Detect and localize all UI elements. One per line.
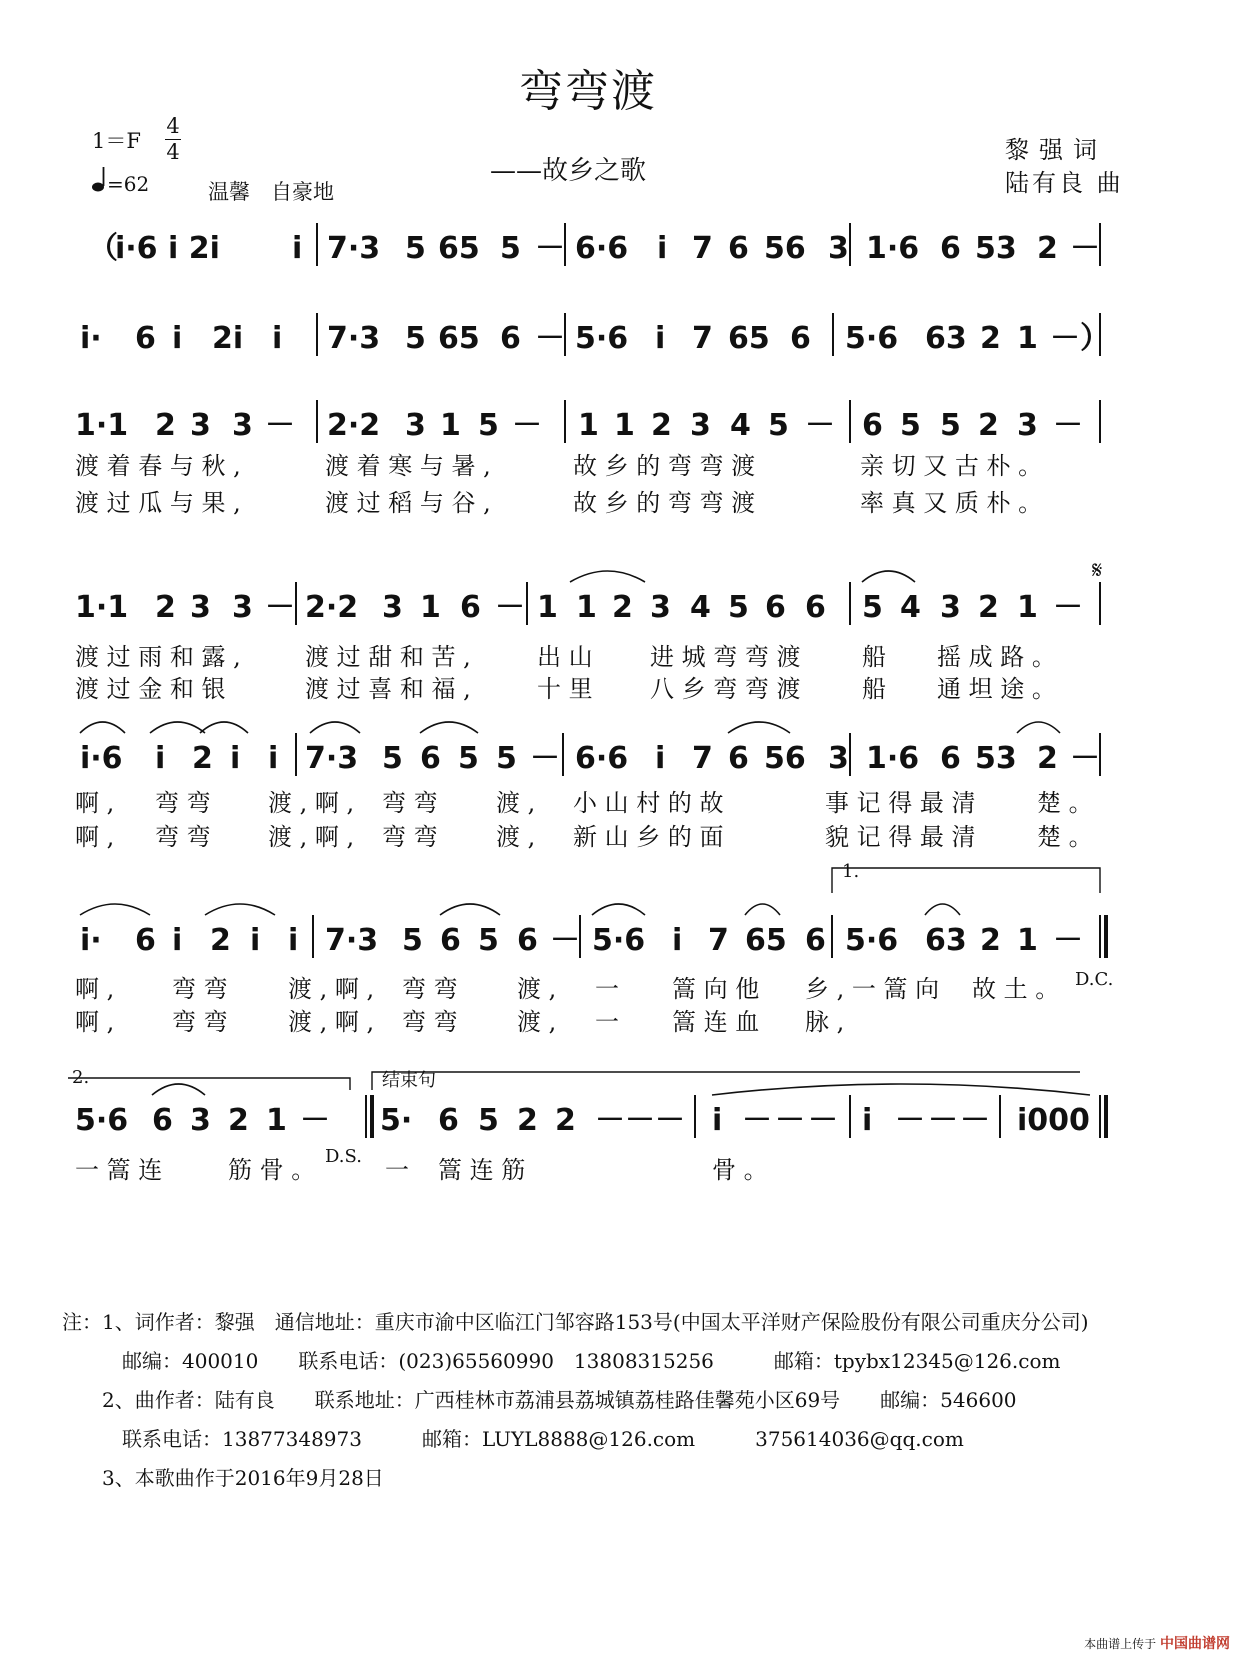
note-0-19: － [1070,231,1100,266]
notes-line-3: 2、曲作者：陆有良 联系地址：广西桂林市荔浦县荔城镇荔桂路佳馨苑小区69号 邮编：546600 [62,1388,1017,1412]
lyric-3-2: 十 里 [537,675,593,703]
time-signature-top: 4 [166,114,180,138]
note-2-6: 3 [405,408,426,443]
coda-bracket [372,1072,1080,1090]
coda-label: 结束句 [382,1070,436,1091]
note-5-8: 6 [440,923,461,958]
lyric-0-2: 故 乡 的 弯 弯 渡 [573,452,756,480]
note-0-9: 6·6 [575,231,629,266]
note-6-7: 6 [438,1103,459,1138]
lyric-4-3: 弯 弯 [382,789,438,817]
lyric-7-4: 渡 , [517,1008,557,1036]
lyric-8-3: 篙 连 筋 [438,1156,526,1184]
note-1-14: 6 [790,321,811,356]
note-2-16: － [805,408,835,443]
note-6-2: 3 [190,1103,211,1138]
lyric-1-0: 渡 过 瓜 与 果 , [75,489,241,517]
note-5-14: 7 [708,923,729,958]
note-0-8: － [535,231,565,266]
note-4-7: 6 [420,741,441,776]
note-6-13: － [655,1103,685,1138]
note-0-15: 1·6 [866,231,920,266]
note-5-20: 1 [1017,923,1038,958]
lyric-3-0: 渡 过 金 和 银 [75,675,226,703]
lyric-2-5: 摇 成 路 。 [937,643,1056,671]
lyric-2-0: 渡 过 雨 和 露 , [75,643,241,671]
note-2-21: 3 [1017,408,1038,443]
note-3-0: 1·1 [75,590,129,625]
lyric-2-2: 出 山 [537,643,593,671]
note-0-5: 5 [405,231,426,266]
note-1-3: 2i [212,321,244,356]
lyric-6-0: 啊 , [75,975,115,1003]
note-3-7: 1 [420,590,441,625]
note-3-14: 4 [690,590,711,625]
note-6-15: － [742,1103,772,1138]
note-3-3: 3 [232,590,253,625]
tie-slur [150,722,205,733]
lyric-7-1: 弯 弯 [172,1008,228,1036]
note-5-3: 2 [210,923,231,958]
lyric-4-2: 渡 , 啊 , [268,789,355,817]
note-4-17: 1·6 [866,741,920,776]
note-3-11: 1 [576,590,597,625]
note-2-0: 1·1 [75,408,129,443]
note-6-11: － [595,1103,625,1138]
lyric-5-2: 渡 , 啊 , [268,823,355,851]
ds-marking: D.S. [325,1146,362,1167]
note-6-22: i000 [1017,1103,1090,1138]
note-4-3: i [230,741,241,776]
note-6-9: 2 [517,1103,538,1138]
note-2-10: 1 [578,408,599,443]
note-3-15: 5 [728,590,749,625]
note-3-16: 6 [765,590,786,625]
lyric-5-3: 弯 弯 [382,823,438,851]
note-1-9: － [535,321,565,356]
note-3-1: 2 [155,590,176,625]
note-4-14: 6 [728,741,749,776]
note-5-1: 6 [135,923,156,958]
note-5-11: － [550,923,580,958]
note-1-7: 65 [438,321,480,356]
tie-slur [420,722,478,733]
lyric-5-0: 啊 , [75,823,115,851]
notes-line-2: 邮编：400010 联系电话：(023)65560990 13808315256 邮箱：tpybx12345@126.com [62,1349,1061,1373]
lyric-6-1: 弯 弯 [172,975,228,1003]
note-3-8: 6 [460,590,481,625]
lyric-5-6: 貌 记 得 最 清 [825,823,976,851]
song-subtitle: ——故乡之歌 [490,156,647,186]
lyric-8-4: 骨 。 [712,1156,768,1184]
note-2-17: 6 [862,408,883,443]
lyric-1-2: 故 乡 的 弯 弯 渡 [573,489,756,517]
lyric-7-2: 渡 , 啊 , [288,1008,375,1036]
lyric-4-7: 楚 。 [1037,789,1093,817]
dc-marking: D.C. [1075,969,1114,990]
note-1-10: 5·6 [575,321,629,356]
lyric-6-6: 篙 向 他 [672,975,760,1003]
first-ending-bracket [832,868,1100,893]
tie-slur [205,904,275,915]
note-5-18: 63 [925,923,967,958]
note-0-16: 6 [940,231,961,266]
lyric-8-1: 筋 骨 。 [228,1156,316,1184]
lyric-2-1: 渡 过 甜 和 苦 , [305,643,471,671]
note-6-6: 5· [380,1103,413,1138]
note-4-12: i [655,741,666,776]
note-2-15: 5 [768,408,789,443]
note-6-14: i [712,1103,723,1138]
composer-credit: 陆有良 曲 [1005,169,1124,197]
note-0-4: 7·3 [327,231,381,266]
notes-line-4: 联系电话：13877348973 邮箱：LUYL8888@126.com 375614036@qq.com [62,1427,964,1451]
note-0-12: 6 [728,231,749,266]
tie-slur [440,904,500,915]
lyric-3-3: 八 乡 弯 弯 渡 [650,675,801,703]
note-1-16: 63 [925,321,967,356]
note-3-19: 4 [900,590,921,625]
note-4-15: 56 [764,741,806,776]
note-3-18: 5 [862,590,883,625]
lyric-0-1: 渡 着 寒 与 暑 , [325,452,491,480]
note-2-19: 5 [940,408,961,443]
note-2-12: 2 [651,408,672,443]
lyric-5-7: 楚 。 [1037,823,1093,851]
lyric-3-1: 渡 过 喜 和 福 , [305,675,471,703]
note-3-5: 2·2 [305,590,359,625]
note-4-5: 7·3 [305,741,359,776]
note-4-16: 3 [828,741,849,776]
note-1-8: 6 [500,321,521,356]
note-0-13: 56 [764,231,806,266]
lyric-0-0: 渡 着 春 与 秋 , [75,452,241,480]
note-3-10: 1 [537,590,558,625]
lyric-4-5: 小 山 村 的 故 [573,789,724,817]
lyric-0-3: 亲 切 又 古 朴 。 [860,452,1043,480]
note-6-18: i [862,1103,873,1138]
note-2-4: － [265,408,295,443]
note-1-6: 5 [405,321,426,356]
key-signature: 1＝F [92,129,141,153]
note-3-6: 3 [382,590,403,625]
lyric-2-3: 进 城 弯 弯 渡 [650,643,801,671]
note-1-18: 1 [1017,321,1038,356]
segno-sign: 𝄋 [1092,556,1103,584]
lyric-3-4: 船 [862,675,886,703]
lyric-6-4: 渡 , [517,975,557,1003]
note-0-2: i 2i [168,231,220,266]
first-ending-label: 1. [842,861,860,882]
lyric-4-4: 渡 , [496,789,536,817]
lyric-6-2: 渡 , 啊 , [288,975,375,1003]
note-5-19: 2 [980,923,1001,958]
tie-slur [712,1084,1090,1095]
second-ending-bracket [68,1078,350,1090]
tie-slur [80,722,125,733]
note-5-10: 6 [517,923,538,958]
tie-slur [1017,722,1060,733]
note-5-16: 6 [805,923,826,958]
second-ending-label: 2. [72,1067,90,1088]
note-6-1: 6 [152,1103,173,1138]
tie-slur [925,904,960,915]
note-4-10: － [530,741,560,776]
lyric-7-7: 脉 , [805,1008,845,1036]
site-brand: 中国曲谱网 [1160,1636,1230,1652]
note-4-11: 6·6 [575,741,629,776]
lyric-3-5: 通 坦 途 。 [937,675,1056,703]
note-4-0: i·6 [80,741,123,776]
upload-footer [1084,1633,1230,1653]
time-signature-bottom: 4 [166,140,180,164]
note-1-15: 5·6 [845,321,899,356]
note-2-9: － [512,408,542,443]
note-3-22: 1 [1017,590,1038,625]
note-0-1: i·6 [115,231,158,266]
note-6-5: － [300,1103,330,1138]
note-5-0: i· [80,923,102,958]
note-5-2: i [172,923,183,958]
note-5-21: － [1053,923,1083,958]
lyric-8-0: 一 篙 连 [75,1156,163,1184]
note-5-7: 5 [402,923,423,958]
note-4-1: i [155,741,166,776]
tie-slur [310,722,360,733]
note-1-17: 2 [980,321,1001,356]
note-3-23: － [1053,590,1083,625]
note-4-2: 2 [192,741,213,776]
note-1-13: 65 [728,321,770,356]
lyric-5-4: 渡 , [496,823,536,851]
note-3-17: 6 [805,590,826,625]
note-1-19: －） [1050,321,1110,356]
lyric-6-5: 一 [595,975,619,1003]
author-notes [62,1303,1089,1498]
note-3-4: － [265,590,295,625]
note-5-13: i [672,923,683,958]
note-3-2: 3 [190,590,211,625]
tie-slur [80,904,150,915]
note-1-1: 6 [135,321,156,356]
note-2-3: 3 [232,408,253,443]
footer-text: 本曲谱上传于 [1084,1637,1157,1651]
lyric-5-1: 弯 弯 [155,823,211,851]
note-3-13: 3 [650,590,671,625]
lyric-7-6: 篙 连 血 [672,1008,760,1036]
note-5-6: 7·3 [325,923,379,958]
note-6-10: 2 [555,1103,576,1138]
lyric-7-3: 弯 弯 [402,1008,458,1036]
note-1-0: i· [80,321,102,356]
note-4-8: 5 [458,741,479,776]
note-2-18: 5 [900,408,921,443]
note-6-16: － [775,1103,805,1138]
note-0-7: 5 [500,231,521,266]
notes-line-1: 注：1、词作者：黎强 通信地址：重庆市渝中区临江门邹容路153号(中国太平洋财产保险股份有限公司重庆分公司) [62,1310,1089,1334]
note-6-19: － [895,1103,925,1138]
note-6-0: 5·6 [75,1103,129,1138]
note-2-2: 3 [190,408,211,443]
note-2-22: － [1053,408,1083,443]
note-0-14: 3 [828,231,849,266]
lyric-6-8: 故 土 。 [972,975,1060,1003]
note-6-20: － [928,1103,958,1138]
notes-line-5: 3、本歌曲作于2016年9月28日 [62,1466,384,1490]
note-4-13: 7 [692,741,713,776]
note-5-15: 65 [745,923,787,958]
lyric-6-7: 乡 , 一 篙 向 [805,975,940,1003]
tie-slur [570,571,645,582]
tempo-marking: =62 [107,172,150,196]
expression-marking: 温馨 自豪地 [208,180,334,204]
note-0-11: 7 [692,231,713,266]
note-3-20: 3 [940,590,961,625]
tie-slur [728,722,790,733]
lyric-4-6: 事 记 得 最 清 [825,789,976,817]
note-6-4: 1 [266,1103,287,1138]
lyric-2-4: 船 [862,643,886,671]
note-1-4: i [272,321,283,356]
lyric-7-0: 啊 , [75,1008,115,1036]
tie-slur [152,1084,205,1095]
tie-slur [745,904,780,915]
lyricist-credit: 黎强词 [1005,136,1107,164]
note-4-18: 6 [940,741,961,776]
note-2-8: 5 [478,408,499,443]
tie-slur [592,904,645,915]
song-title: 弯弯渡 [519,66,657,117]
note-6-21: － [960,1103,990,1138]
note-4-20: 2 [1037,741,1058,776]
note-6-8: 5 [478,1103,499,1138]
note-2-1: 2 [155,408,176,443]
lyric-7-5: 一 [595,1008,619,1036]
note-5-9: 5 [478,923,499,958]
note-5-5: i [288,923,299,958]
note-2-5: 2·2 [327,408,381,443]
note-6-12: － [625,1103,655,1138]
tie-slur [862,571,915,582]
note-0-3: i [292,231,303,266]
note-2-13: 3 [690,408,711,443]
note-1-12: 7 [692,321,713,356]
note-2-7: 1 [440,408,461,443]
note-0-0: （ [88,231,118,266]
note-1-5: 7·3 [327,321,381,356]
note-3-9: － [495,590,525,625]
note-3-12: 2 [612,590,633,625]
note-6-17: － [808,1103,838,1138]
note-0-17: 53 [975,231,1017,266]
lyric-1-1: 渡 过 稻 与 谷 , [325,489,491,517]
note-1-11: i [655,321,666,356]
note-4-19: 53 [975,741,1017,776]
note-5-4: i [250,923,261,958]
note-4-6: 5 [382,741,403,776]
note-4-9: 5 [496,741,517,776]
lyric-4-1: 弯 弯 [155,789,211,817]
note-3-21: 2 [978,590,999,625]
lyric-1-3: 率 真 又 质 朴 。 [860,489,1043,517]
note-2-14: 4 [730,408,751,443]
note-6-3: 2 [228,1103,249,1138]
note-1-2: i [172,321,183,356]
lyric-6-3: 弯 弯 [402,975,458,1003]
note-5-12: 5·6 [592,923,646,958]
note-5-17: 5·6 [845,923,899,958]
lyric-4-0: 啊 , [75,789,115,817]
lyric-8-2: 一 [385,1156,409,1184]
note-4-21: － [1070,741,1100,776]
note-2-11: 1 [614,408,635,443]
note-0-10: i [657,231,668,266]
lyric-5-5: 新 山 乡 的 面 [573,823,724,851]
note-4-4: i [268,741,279,776]
note-0-6: 65 [438,231,480,266]
note-0-18: 2 [1037,231,1058,266]
tie-slur [200,722,248,733]
note-2-20: 2 [978,408,999,443]
